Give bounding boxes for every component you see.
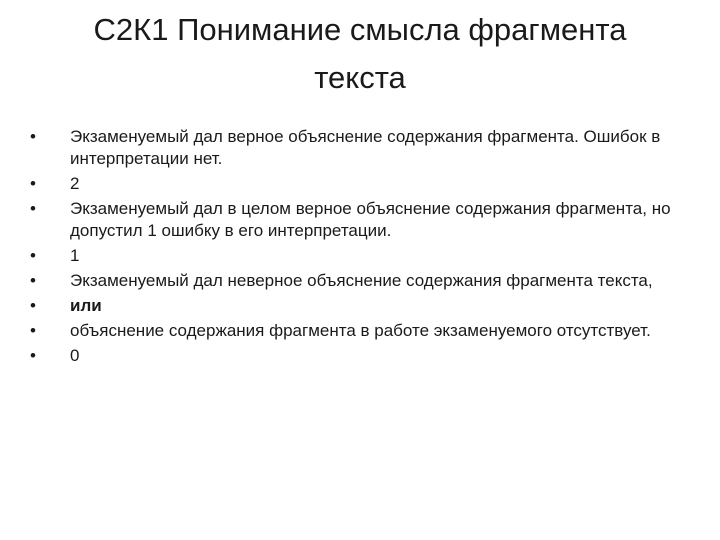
- bullet-text: или: [70, 296, 102, 315]
- bullet-item: [30, 198, 690, 242]
- bullet-list: [30, 126, 690, 370]
- slide-title-line-1: С2К1 Понимание смысла фрагмента: [93, 12, 627, 47]
- bullet-item: [30, 173, 690, 195]
- bullet-item: [30, 345, 690, 367]
- bullet-icon: •: [30, 296, 36, 315]
- bullet-item: [30, 245, 690, 267]
- bullet-text: 0: [70, 346, 80, 365]
- bullet-icon: •: [30, 246, 36, 265]
- bullet-text: Экзаменуемый дал верное объяснение содержания фрагмента. Ошибок в интерпретации нет.: [70, 127, 661, 168]
- bullet-icon: •: [30, 127, 36, 146]
- bullet-text: объяснение содержания фрагмента в работе экзаменуемого отсутствует.: [70, 321, 651, 340]
- slide-title: [20, 6, 700, 102]
- bullet-text: 1: [70, 246, 80, 265]
- bullet-icon: •: [30, 174, 36, 193]
- bullet-item: [30, 126, 690, 170]
- bullet-text: 2: [70, 174, 80, 193]
- slide-title-line-2: текста: [314, 60, 406, 95]
- bullet-item: [30, 295, 690, 317]
- bullet-icon: •: [30, 346, 36, 365]
- bullet-icon: •: [30, 271, 36, 290]
- bullet-text: Экзаменуемый дал в целом верное объяснение содержания фрагмента, но допустил 1 ошибку в его интерпретации.: [70, 199, 671, 240]
- bullet-item: [30, 270, 690, 292]
- bullet-item: [30, 320, 690, 342]
- bullet-icon: •: [30, 321, 36, 340]
- bullet-icon: •: [30, 199, 36, 218]
- bullet-text: Экзаменуемый дал неверное объяснение содержания фрагмента текста,: [70, 271, 653, 290]
